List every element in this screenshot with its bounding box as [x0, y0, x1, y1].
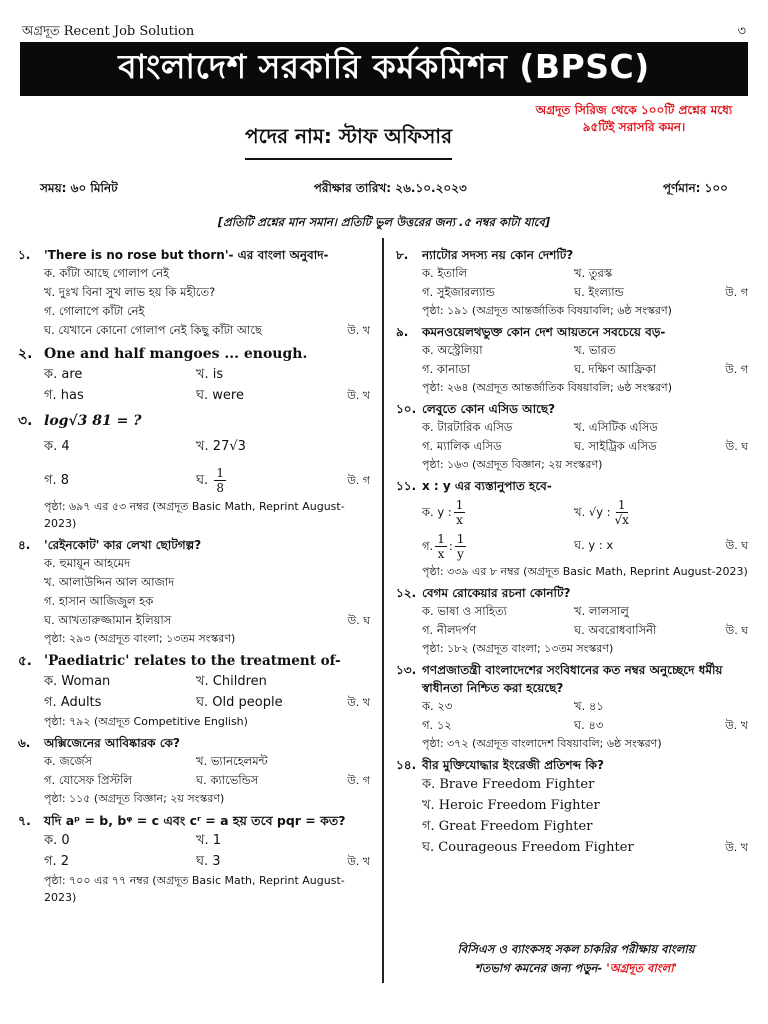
question-number: ৫.	[18, 653, 32, 669]
question-text: অক্সিজেনের আবিষ্কারক কে?	[44, 736, 180, 750]
fraction	[613, 498, 631, 527]
page-number: ৩	[737, 24, 746, 39]
question-number: ৭.	[18, 813, 31, 828]
question-text: x : y এর ব্যস্তানুপাত হবে-	[422, 479, 552, 493]
option-d: ঘ. ইংল্যান্ড	[574, 285, 624, 299]
option-c: গ. $\frac{1}{x}$ : $\frac{1}{y}$	[422, 531, 465, 561]
question-number: ৯.	[396, 325, 409, 339]
option-c: গ. has	[44, 388, 84, 403]
numerator: 1	[437, 531, 445, 546]
source-reference: পৃষ্ঠা: ৭৯২ (অগ্রদূত Competitive English)	[44, 715, 248, 728]
option-b: খ. ভ্যানহেলমন্ট	[196, 754, 268, 768]
option-a: ক. ইতালি	[422, 266, 468, 280]
header-brand: অগ্রদূত Recent Job Solution	[22, 24, 195, 39]
option-a: ক. জর্জেস	[44, 754, 93, 768]
option-c: গ. 2	[44, 854, 70, 869]
option-d: ঘ. Old people	[196, 695, 283, 710]
option-d: ঘ. ক্যাভেন্ডিস	[196, 773, 259, 787]
source-reference: পৃষ্ঠা: ১৯১ (অগ্রদূত আন্তর্জাতিক বিষয়াবলি; ৬ষ্ঠ সংস্করণ)	[422, 304, 672, 317]
question-9	[396, 323, 748, 396]
question-number: ৬.	[18, 736, 31, 750]
denominator: 8	[216, 480, 224, 495]
answer: উ. খ	[347, 389, 370, 402]
option-a: ক. 0	[44, 833, 70, 848]
question-number: ৮.	[396, 248, 409, 262]
promo-note: অগ্রদূত সিরিজ থেকে ১০০টি প্রশ্নের মধ্যে ৯৫টিই সরাসরি কমন।	[535, 103, 733, 134]
source-reference: পৃষ্ঠা: ২৬৪ (অগ্রদূত আন্তর্জাতিক বিষয়াবলি; ৬ষ্ঠ সংস্করণ)	[422, 381, 672, 394]
option-d	[196, 466, 330, 495]
option-a: ক. are	[44, 367, 83, 382]
question-text: One and half mangoes ... enough.	[44, 346, 308, 362]
option-b: খ. Children	[196, 674, 267, 689]
answer: উ. গ	[347, 473, 370, 487]
footer-text: শতভাগ কমনের জন্য পড়ুন-	[474, 961, 603, 975]
option-d: ঘ. যেখানে কোনো গোলাপ নেই কিছু কাঁটা আছে	[44, 323, 262, 337]
source-reference: পৃষ্ঠা: ৭০০ এর ৭৭ নম্বর (অগ্রদূত Basic Math, Reprint August-2023)	[44, 874, 345, 904]
source-reference: পৃষ্ঠা: ৬৯৭ এর ৫৩ নম্বর (অগ্রদূত Basic Math, Reprint August-2023)	[44, 500, 345, 530]
footer-line-2	[404, 959, 748, 978]
option-d: ঘ. দক্ষিণ আফ্রিকা	[574, 362, 657, 376]
option-prefix: গ.	[422, 538, 434, 553]
question-10	[396, 400, 748, 473]
answer: উ. গ	[725, 286, 748, 299]
option-c: গ. ম্যালিক এসিড	[422, 439, 502, 453]
option-c: গ. গোলাপে কাঁটা নেই	[44, 304, 145, 318]
option-c: গ. Great Freedom Fighter	[422, 819, 593, 834]
source-reference: পৃষ্ঠা: ৩৩৯ এর ৮ নম্বর (অগ্রদূত Basic Math, Reprint August-2023)	[422, 565, 748, 578]
denominator: x	[456, 512, 463, 527]
option-a: ক. টারটারিক এসিড	[422, 420, 513, 434]
fraction	[214, 466, 226, 495]
question-number: ১.	[18, 248, 31, 262]
instruction-note: [প্রতিটি প্রশ্নের মান সমান। প্রতিটি ভুল উত্তরের জন্য .৫ নম্বর কাটা যাবে]	[217, 215, 551, 229]
answer: উ. গ	[347, 774, 370, 787]
question-12	[396, 584, 748, 657]
question-6	[18, 734, 370, 807]
option-b: খ. ভারত	[574, 343, 616, 357]
question-number: ১৩.	[396, 663, 417, 677]
source-reference: পৃষ্ঠা: ১১৫ (অগ্রদূত বিজ্ঞান; ২য় সংস্করণ)	[44, 792, 225, 805]
option-d: ঘ. সাইট্রিক এসিড	[574, 439, 657, 453]
question-text: log√3 81 = ?	[44, 413, 142, 429]
option-b: খ. দুঃখ বিনা সুখ লাভ হয় কি মহীতে?	[44, 285, 216, 299]
option-c: গ. যোসেফ প্রিস্টলি	[44, 773, 132, 787]
fraction	[435, 532, 447, 561]
question-text: 'রেইনকোট' কার লেখা ছোটগল্প?	[44, 538, 202, 552]
option-a: ক. অস্ট্রেলিয়া	[422, 343, 483, 357]
numerator: 1	[216, 465, 224, 480]
option-b: খ. আলাউদ্দিন আল আজাদ	[44, 575, 175, 589]
footer-note	[404, 940, 748, 978]
option-a: ক. ভাষা ও সাহিত্য	[422, 604, 507, 618]
fraction	[454, 498, 466, 527]
option-d: ঘ. y : x	[574, 537, 614, 552]
option-a	[422, 498, 574, 527]
question-11	[396, 477, 748, 580]
question-13	[396, 661, 748, 752]
footer-brand: 'অগ্রদূত বাংলা'	[606, 961, 678, 975]
option-d: ঘ. ৪৩	[574, 718, 604, 732]
question-number: ২.	[18, 346, 33, 362]
answer: উ. গ	[725, 363, 748, 376]
question-1	[18, 246, 370, 340]
numerator: 1	[617, 497, 626, 512]
answer: উ. খ	[347, 696, 370, 709]
option-c: গ. ১২	[422, 718, 452, 732]
answer: উ. ঘ	[347, 614, 370, 627]
question-8	[396, 246, 748, 319]
option-b: খ. 1	[196, 833, 222, 848]
question-text: কমনওয়েলথভুক্ত কোন দেশ আয়তনে সবচেয়ে বড়-	[422, 325, 666, 339]
option-c: গ. সুইজারল্যান্ড	[422, 285, 495, 299]
answer: উ. খ	[725, 719, 748, 732]
question-number: ৪.	[18, 538, 31, 552]
question-5	[18, 651, 370, 730]
post-title: পদের নাম: স্টাফ অফিসার	[245, 122, 452, 160]
source-reference: পৃষ্ঠা: ৩৭২ (অগ্রদূত বাংলাদেশ বিষয়াবলি; ৬ষ্ঠ সংস্করণ)	[422, 737, 662, 750]
option-c: গ. Adults	[44, 695, 102, 710]
right-column	[396, 246, 748, 862]
option-prefix: ক. y :	[422, 504, 452, 519]
question-4	[18, 536, 370, 647]
option-d: ঘ. অবরোধবাসিনী	[574, 623, 657, 637]
question-7	[18, 811, 370, 906]
source-reference: পৃষ্ঠা: ২৯৩ (অগ্রদূত বাংলা; ১৩তম সংস্করণ)	[44, 632, 236, 645]
question-14	[396, 756, 748, 858]
option-b: খ. ৪১	[574, 699, 604, 713]
left-column	[18, 246, 370, 910]
option-c: গ. 8	[44, 472, 70, 488]
exam-time: সময়: ৬০ মিনিট	[40, 181, 118, 195]
question-number: ১২.	[396, 586, 417, 600]
question-text: বীর মুক্তিযোদ্ধার ইংরেজী প্রতিশব্দ কি?	[422, 758, 604, 772]
question-text: 'There is no rose but thorn'- এর বাংলা অনুবাদ-	[44, 248, 329, 262]
option-prefix: খ. √y :	[574, 504, 611, 519]
answer: উ. ঘ	[725, 624, 748, 637]
title-banner: বাংলাদেশ সরকারি কর্মকমিশন (BPSC)	[20, 42, 748, 96]
option-a: ক. ২৩	[422, 699, 453, 713]
page-header	[22, 22, 746, 40]
option-b	[574, 498, 633, 527]
question-text: যদি aᵖ = b, bᵠ = c এবং cʳ = a হয় তবে pqr = কত?	[44, 813, 346, 828]
option-c: গ. নীলদর্পণ	[422, 623, 477, 637]
answer: উ. খ	[725, 841, 748, 854]
denominator: y	[457, 546, 464, 561]
option-b: খ. লালসালু	[574, 604, 629, 618]
option-b: খ. তুরস্ক	[574, 266, 613, 280]
option-c: গ. কানাডা	[422, 362, 471, 376]
option-d: ঘ. 3	[196, 854, 221, 869]
numerator: 1	[456, 531, 465, 546]
question-number: ১০.	[396, 402, 417, 416]
exam-marks: পূর্ণমান: ১০০	[662, 181, 728, 195]
question-3	[18, 410, 370, 532]
option-a: ক. কাঁটা আছে গোলাপ নেই	[44, 266, 170, 280]
option-a: ক. 4	[44, 439, 70, 454]
option-a: ক. Woman	[44, 674, 111, 689]
source-reference: পৃষ্ঠা: ১৮২ (অগ্রদূত বাংলা; ১৩তম সংস্করণ)	[422, 642, 614, 655]
question-number: ৩.	[18, 413, 33, 429]
answer: উ. খ	[347, 324, 370, 337]
question-text: গণপ্রজাতন্ত্রী বাংলাদেশের সংবিধানের কত নম্বর অনুচ্ছেদে ধর্মীয় স্বাধীনতা নিশ্চিত করা হয়েছে?	[422, 663, 723, 695]
option-d: ঘ. were	[196, 388, 244, 403]
fraction	[455, 532, 467, 561]
question-text: বেগম রোকেয়ার রচনা কোনটি?	[422, 586, 571, 600]
answer: উ. ঘ	[725, 538, 748, 552]
option-a: ক. হুমায়ূন আহমেদ	[44, 556, 131, 570]
question-text: লেবুতে কোন এসিড আছে?	[422, 402, 556, 416]
answer: উ. ঘ	[725, 440, 748, 453]
question-text: 'Paediatric' relates to the treatment of-	[44, 653, 341, 669]
denominator: √x	[614, 512, 629, 527]
option-c: গ. হাসান আজিজুল হক	[44, 594, 154, 608]
option-a: ক. Brave Freedom Fighter	[422, 777, 595, 792]
exam-info	[40, 180, 728, 200]
option-d: ঘ. আখতারুজ্জামান ইলিয়াস	[44, 613, 172, 627]
option-prefix: ঘ.	[196, 472, 209, 488]
option-b: খ. Heroic Freedom Fighter	[422, 798, 600, 813]
footer-line-1: বিসিএস ও ব্যাংকসহ সকল চাকরির পরীক্ষায় বাংলায়	[457, 942, 695, 956]
option-d: ঘ. Courageous Freedom Fighter	[422, 840, 634, 855]
denominator: x	[437, 546, 445, 561]
column-divider	[382, 238, 384, 983]
option-b: খ. is	[196, 367, 224, 382]
option-b: খ. 27√3	[196, 439, 246, 454]
exam-date: পরীক্ষার তারিখ: ২৬.১০.২০২৩	[313, 181, 467, 195]
question-number: ১১.	[396, 479, 417, 493]
question-text: ন্যাটোর সদস্য নয় কোন দেশটি?	[422, 248, 574, 262]
source-reference: পৃষ্ঠা: ১৬৩ (অগ্রদূত বিজ্ঞান; ২য় সংস্করণ)	[422, 458, 603, 471]
numerator: 1	[455, 497, 464, 512]
question-number: ১৪.	[396, 758, 417, 772]
option-b: খ. এসিটিক এসিড	[574, 420, 658, 434]
question-2	[18, 344, 370, 406]
answer: উ. খ	[347, 855, 370, 868]
